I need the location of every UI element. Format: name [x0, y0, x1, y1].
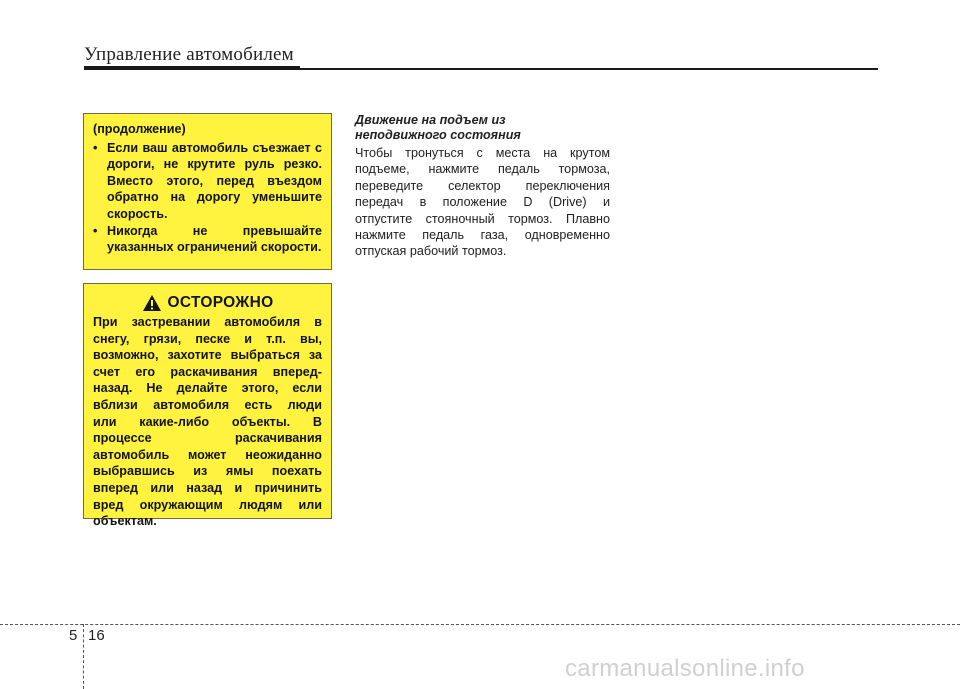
footer-divider — [83, 624, 84, 689]
warning-line: снегу, грязи, песке и т.п. вы, — [93, 331, 322, 346]
warning-text — [93, 314, 322, 530]
section-title-line: неподвижного состояния — [355, 128, 521, 142]
warning-triangle-icon — [142, 294, 162, 312]
body-line: отпуская рабочий тормоз. — [355, 244, 507, 259]
bullet-mark: • — [93, 223, 98, 238]
warning-title: ОСТОРОЖНО — [167, 293, 274, 311]
header-rule-thick — [84, 66, 300, 70]
warning-box — [83, 283, 332, 529]
warning-line: вперед или назад и причинить — [93, 480, 322, 495]
warning-line: объектам. — [93, 514, 157, 529]
section-body — [355, 145, 610, 260]
header-title: Управление автомобилем — [84, 44, 294, 65]
header-rule-thin — [300, 68, 878, 70]
caution-box — [83, 113, 332, 270]
body-line: переведите селектор переключения — [355, 178, 610, 193]
body-line: отпустите стояночный тормоз. Плавно — [355, 211, 610, 226]
body-line: Чтобы тронуться с места на крутом — [355, 146, 610, 160]
warning-line: автомобиль может неожиданно — [93, 447, 322, 462]
warning-line: выбравшись из ямы поехать — [93, 464, 322, 479]
bullet-item — [93, 223, 322, 256]
page-number: 16 — [88, 627, 105, 644]
section-title — [355, 113, 610, 143]
body-line: нажмите педаль газа, одновременно — [355, 228, 610, 243]
body-line: подъеме, нажмите педаль тормоза, — [355, 162, 610, 177]
warning-heading — [93, 294, 322, 312]
warning-line: При застревании автомобиля в — [93, 315, 322, 329]
watermark: carmanualsonline.info — [565, 655, 805, 682]
warning-line: вред окружающим людям или — [93, 497, 322, 512]
warning-line: счет его раскачивания вперед- — [93, 364, 322, 379]
warning-line: назад. Не делайте этого, если — [93, 381, 322, 396]
footer-rule — [0, 624, 960, 625]
bullet-text: Если ваш автомобиль съезжает с дороги, не крутите руль резко. Вместо этого, перед въездом обратно на дорогу уменьшите скорость. — [107, 140, 322, 221]
warning-line: или какие-либо объекты. В — [93, 414, 322, 429]
chapter-number: 5 — [69, 627, 78, 644]
bullet-mark: • — [93, 140, 98, 155]
warning-line: вблизи автомобиля есть люди — [93, 397, 322, 412]
warning-line: возможно, захотите выбраться за — [93, 348, 322, 363]
warning-line: процессе раскачивания — [93, 431, 322, 446]
bullet-item — [93, 140, 322, 223]
bullet-text: Никогда не превышайте указанных ограничений скорости. — [107, 223, 322, 255]
body-line: передач в положение D (Drive) и — [355, 195, 610, 210]
continued-label: (продолжение) — [93, 122, 186, 136]
section-title-line: Движение на подъем из — [355, 113, 506, 127]
